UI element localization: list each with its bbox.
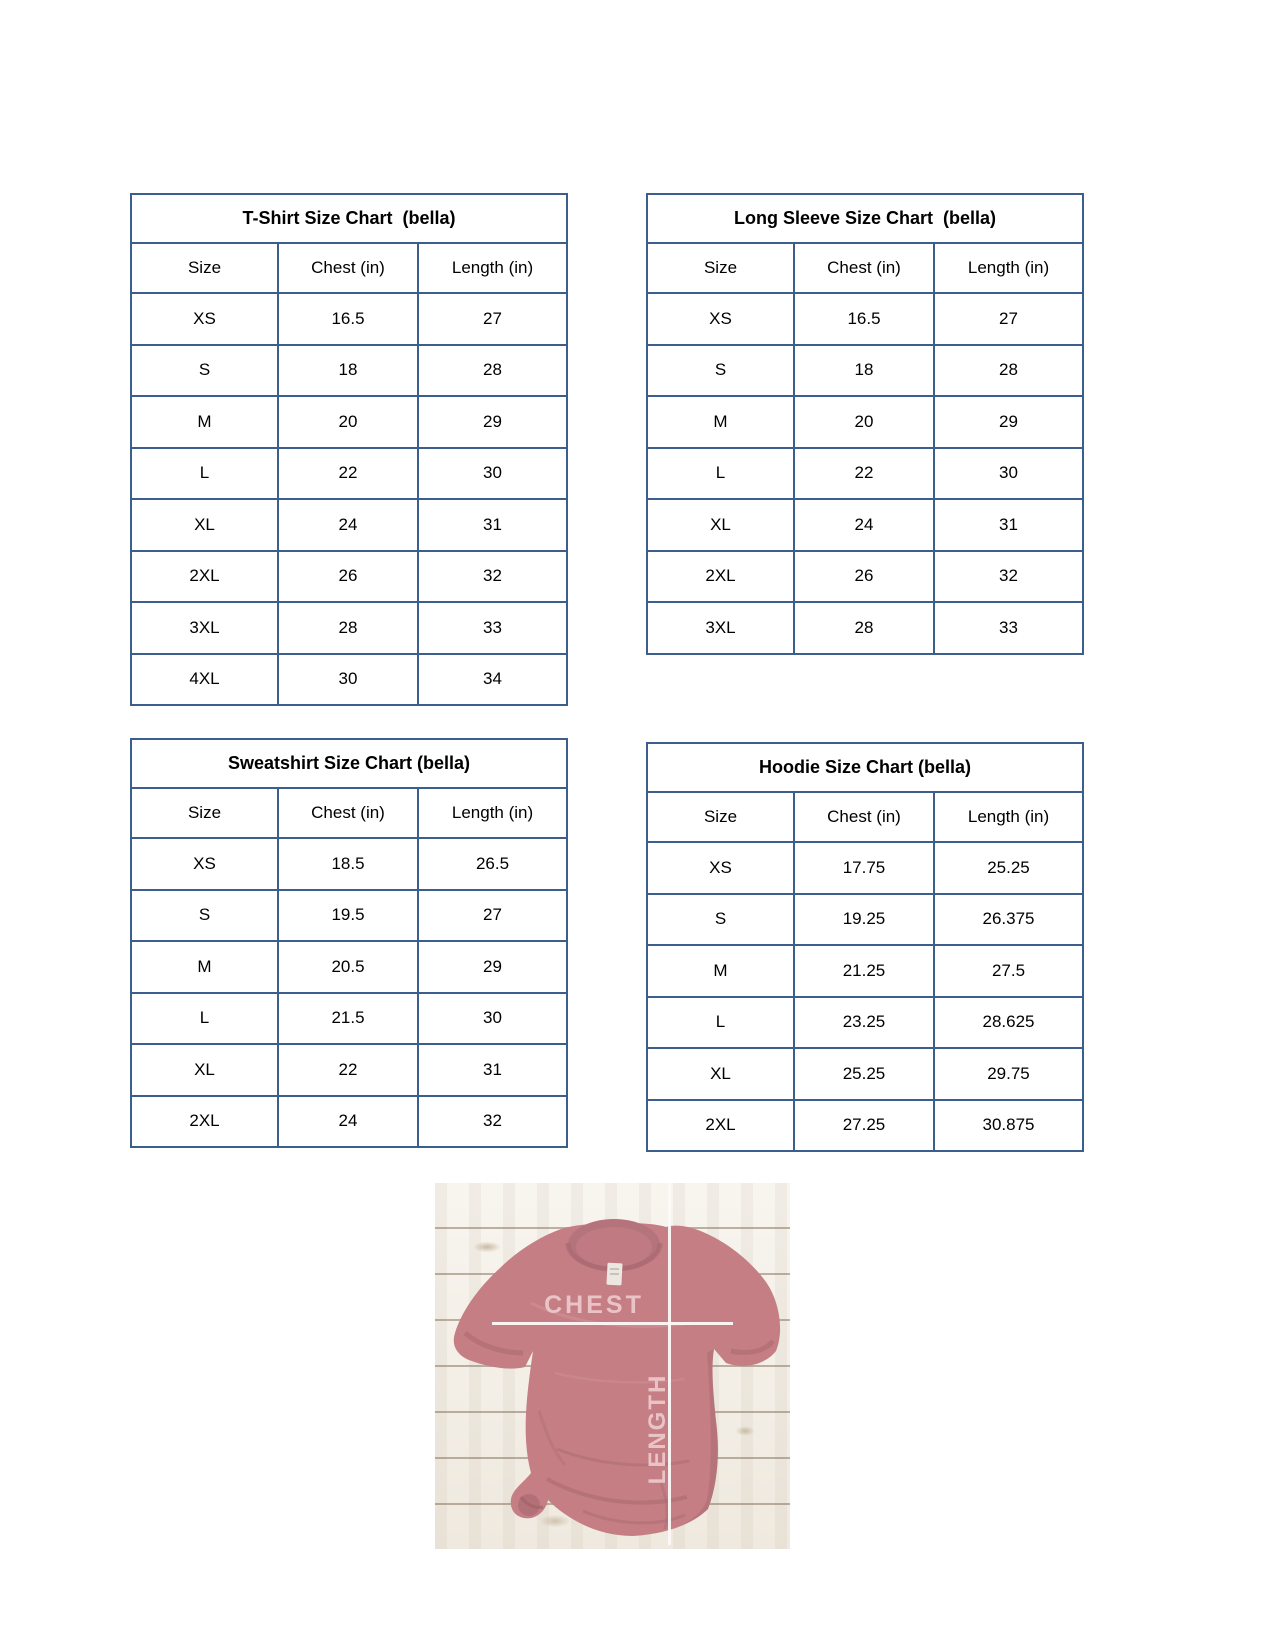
chest-cell: 21.5 xyxy=(278,993,418,1045)
tshirt-size-table xyxy=(130,193,568,706)
size-row xyxy=(647,997,1083,1049)
chest-cell: 20 xyxy=(794,396,934,448)
size-cell: 2XL xyxy=(131,551,278,603)
column-header: Length (in) xyxy=(418,788,567,838)
size-cell: L xyxy=(131,448,278,500)
size-cell: 2XL xyxy=(647,1100,794,1152)
chest-cell: 24 xyxy=(278,499,418,551)
size-row xyxy=(647,345,1083,397)
chest-measure-line xyxy=(492,1322,733,1325)
chest-cell: 28 xyxy=(278,602,418,654)
length-cell: 29 xyxy=(418,396,567,448)
length-cell: 29.75 xyxy=(934,1048,1083,1100)
size-cell: XL xyxy=(131,1044,278,1096)
size-row xyxy=(131,890,567,942)
length-cell: 25.25 xyxy=(934,842,1083,894)
chest-cell: 22 xyxy=(278,1044,418,1096)
size-cell: 4XL xyxy=(131,654,278,706)
size-cell: XS xyxy=(131,838,278,890)
length-cell: 27 xyxy=(934,293,1083,345)
length-cell: 26.375 xyxy=(934,894,1083,946)
chest-cell: 16.5 xyxy=(794,293,934,345)
size-row xyxy=(131,838,567,890)
size-row xyxy=(131,345,567,397)
chest-cell: 18 xyxy=(278,345,418,397)
size-row xyxy=(647,293,1083,345)
column-header: Size xyxy=(647,792,794,842)
length-cell: 34 xyxy=(418,654,567,706)
length-cell: 31 xyxy=(418,1044,567,1096)
length-cell: 33 xyxy=(418,602,567,654)
chest-cell: 22 xyxy=(794,448,934,500)
shirt-measurement-photo xyxy=(435,1183,790,1549)
size-cell: S xyxy=(131,345,278,397)
size-row xyxy=(647,894,1083,946)
length-cell: 28 xyxy=(418,345,567,397)
size-row xyxy=(647,945,1083,997)
chest-cell: 18.5 xyxy=(278,838,418,890)
column-header: Size xyxy=(131,243,278,293)
size-cell: XL xyxy=(647,1048,794,1100)
size-row xyxy=(647,1048,1083,1100)
size-cell: XL xyxy=(131,499,278,551)
length-cell: 27 xyxy=(418,293,567,345)
chest-cell: 24 xyxy=(794,499,934,551)
chest-cell: 18 xyxy=(794,345,934,397)
chest-cell: 27.25 xyxy=(794,1100,934,1152)
size-cell: M xyxy=(647,945,794,997)
length-cell: 31 xyxy=(418,499,567,551)
chest-cell: 17.75 xyxy=(794,842,934,894)
size-cell: L xyxy=(647,448,794,500)
size-row xyxy=(131,448,567,500)
size-cell: XS xyxy=(647,842,794,894)
length-cell: 33 xyxy=(934,602,1083,654)
chest-cell: 22 xyxy=(278,448,418,500)
length-cell: 30.875 xyxy=(934,1100,1083,1152)
size-row xyxy=(647,842,1083,894)
column-header: Length (in) xyxy=(418,243,567,293)
length-cell: 30 xyxy=(418,448,567,500)
size-row xyxy=(647,396,1083,448)
chest-cell: 23.25 xyxy=(794,997,934,1049)
chest-label: CHEST xyxy=(544,1291,644,1319)
chest-cell: 25.25 xyxy=(794,1048,934,1100)
length-cell: 32 xyxy=(418,1096,567,1148)
chest-cell: 21.25 xyxy=(794,945,934,997)
size-cell: M xyxy=(647,396,794,448)
size-row xyxy=(131,602,567,654)
size-row xyxy=(647,499,1083,551)
chest-cell: 19.5 xyxy=(278,890,418,942)
length-cell: 26.5 xyxy=(418,838,567,890)
chest-cell: 20 xyxy=(278,396,418,448)
column-header-row xyxy=(131,243,567,293)
size-row xyxy=(647,551,1083,603)
column-header: Size xyxy=(647,243,794,293)
size-row xyxy=(131,396,567,448)
size-cell: L xyxy=(131,993,278,1045)
length-cell: 28.625 xyxy=(934,997,1083,1049)
size-row xyxy=(131,1096,567,1148)
length-cell: 31 xyxy=(934,499,1083,551)
chest-cell: 24 xyxy=(278,1096,418,1148)
hoodie-size-table xyxy=(646,742,1084,1152)
tshirt-illustration xyxy=(435,1183,790,1549)
chest-cell: 28 xyxy=(794,602,934,654)
chest-cell: 16.5 xyxy=(278,293,418,345)
column-header-row xyxy=(647,243,1083,293)
column-header: Chest (in) xyxy=(278,243,418,293)
size-row xyxy=(131,941,567,993)
size-row xyxy=(131,1044,567,1096)
size-row xyxy=(131,499,567,551)
size-row xyxy=(647,602,1083,654)
column-header: Length (in) xyxy=(934,243,1083,293)
column-header: Length (in) xyxy=(934,792,1083,842)
chest-cell: 26 xyxy=(794,551,934,603)
size-cell: L xyxy=(647,997,794,1049)
size-cell: XL xyxy=(647,499,794,551)
chest-cell: 26 xyxy=(278,551,418,603)
hoodie-table-title: Hoodie Size Chart (bella) xyxy=(647,743,1083,792)
column-header: Chest (in) xyxy=(794,792,934,842)
size-cell: XS xyxy=(131,293,278,345)
length-cell: 29 xyxy=(934,396,1083,448)
longsleeve-table-title: Long Sleeve Size Chart (bella) xyxy=(647,194,1083,243)
size-cell: M xyxy=(131,396,278,448)
sweatshirt-table-title: Sweatshirt Size Chart (bella) xyxy=(131,739,567,788)
longsleeve-size-table xyxy=(646,193,1084,655)
size-row xyxy=(647,448,1083,500)
size-cell: XS xyxy=(647,293,794,345)
size-row xyxy=(131,551,567,603)
table-title-row xyxy=(131,194,567,243)
length-cell: 28 xyxy=(934,345,1083,397)
size-cell: 3XL xyxy=(647,602,794,654)
column-header-row xyxy=(647,792,1083,842)
size-cell: S xyxy=(647,345,794,397)
length-cell: 29 xyxy=(418,941,567,993)
chest-cell: 30 xyxy=(278,654,418,706)
column-header-row xyxy=(131,788,567,838)
length-cell: 30 xyxy=(934,448,1083,500)
length-cell: 32 xyxy=(418,551,567,603)
length-label: LENGTH xyxy=(644,1373,671,1485)
length-cell: 27 xyxy=(418,890,567,942)
length-cell: 30 xyxy=(418,993,567,1045)
tshirt-table-title: T-Shirt Size Chart (bella) xyxy=(131,194,567,243)
size-cell: 3XL xyxy=(131,602,278,654)
chest-cell: 19.25 xyxy=(794,894,934,946)
column-header: Chest (in) xyxy=(278,788,418,838)
size-row xyxy=(131,993,567,1045)
size-cell: M xyxy=(131,941,278,993)
size-row xyxy=(131,654,567,706)
size-cell: 2XL xyxy=(647,551,794,603)
column-header: Size xyxy=(131,788,278,838)
column-header: Chest (in) xyxy=(794,243,934,293)
sweatshirt-size-table xyxy=(130,738,568,1148)
size-cell: 2XL xyxy=(131,1096,278,1148)
size-cell: S xyxy=(647,894,794,946)
length-cell: 32 xyxy=(934,551,1083,603)
table-title-row xyxy=(647,743,1083,792)
size-cell: S xyxy=(131,890,278,942)
table-title-row xyxy=(131,739,567,788)
size-row xyxy=(647,1100,1083,1152)
chest-cell: 20.5 xyxy=(278,941,418,993)
table-title-row xyxy=(647,194,1083,243)
size-row xyxy=(131,293,567,345)
length-cell: 27.5 xyxy=(934,945,1083,997)
